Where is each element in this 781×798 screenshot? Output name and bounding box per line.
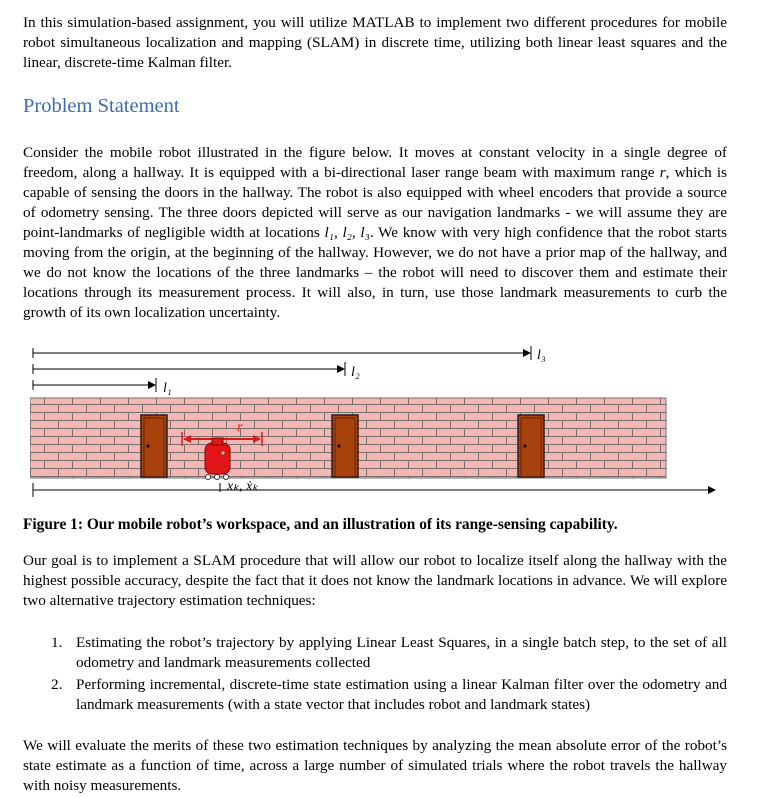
- hallway-figure: [30, 340, 730, 510]
- technique-list: [23, 633, 727, 717]
- problem-text-3: . We know with very high confidence that the robot starts moving from the origin, at the beginning of the hallway. However, we do not have a prior map of the hallway, and we do not know the locations of the three landmarks – the robot will need to discover them and estimate their locations through its measurement process. It will also, in turn, use those landmark measurements to curb the growth of its own localization uncertainty.: [23, 224, 727, 321]
- list-item-text: Estimating the robot’s trajectory by applying Linear Least Squares, in a single batch step, to the set of all odometry and landmark measurements collected: [76, 634, 727, 671]
- problem-text-1: Consider the mobile robot illustrated in the figure below. It moves at constant velocity in a single degree of freedom, along a hallway. It is equipped with a bi-directional laser range beam with maximum range: [23, 144, 727, 181]
- range-variable-r: r: [659, 164, 666, 181]
- label-l2: l₂: [351, 365, 360, 380]
- landmark-l2-arrow: [33, 362, 345, 376]
- label-l3: l₃: [537, 348, 546, 363]
- door-1: [141, 415, 167, 477]
- list-item: [23, 633, 727, 673]
- intro-paragraph: In this simulation-based assignment, you will utilize MATLAB to implement two different procedures for mobile robot simultaneous localization and mapping (SLAM) in discrete time, utilizing both linear least squares and the linear, discrete-time Kalman filter.: [23, 14, 727, 71]
- goal-paragraph: Our goal is to implement a SLAM procedure that will allow our robot to localize itself along the hallway with the highest possible accuracy, despite the fact that it does not know the landmark locations in advance. We will explore two alternative trajectory estimation techniques:: [23, 552, 727, 609]
- problem-paragraph: [23, 143, 727, 323]
- label-l1: l₁: [163, 381, 172, 396]
- problem-text-2: , which is capable of sensing the doors in the hallway. The robot is also equipped with wheel encoders that provide a source of odometry sensing. The three doors depicted will serve as our navigation landmarks - we will assume they are point-landmarks of negligible width at locations: [23, 164, 728, 241]
- figure-caption: Figure 1: Our mobile robot’s workspace, and an illustration of its range-sensing capability.: [23, 516, 618, 533]
- label-robot-state: xₖ, ẋₖ: [227, 479, 259, 494]
- label-range-r: r: [237, 420, 243, 435]
- robot-state-arrow: [33, 483, 715, 497]
- door-2: [332, 415, 358, 477]
- section-heading-problem-statement: Problem Statement: [23, 95, 180, 117]
- list-item-number: 1.: [51, 634, 63, 651]
- door-3: [518, 415, 544, 477]
- conclusion-paragraph: We will evaluate the merits of these two estimation techniques by analyzing the mean absolute error of the robot’s state estimate as a function of time, across a large number of simulated trials where the robot travels the hallway with noisy measurements.: [23, 737, 727, 794]
- landmark-l3-arrow: [33, 346, 531, 360]
- list-item-text: Performing incremental, discrete-time state estimation using a linear Kalman filter over the odometry and landmark measurements (with a state vector that includes robot and landmark states): [76, 676, 727, 713]
- robot: [205, 438, 230, 480]
- list-item: [23, 675, 727, 715]
- list-item-number: 2.: [51, 676, 63, 693]
- landmark-list: l₁, l₂, l₃: [324, 224, 370, 241]
- landmark-l1-arrow: [33, 378, 156, 392]
